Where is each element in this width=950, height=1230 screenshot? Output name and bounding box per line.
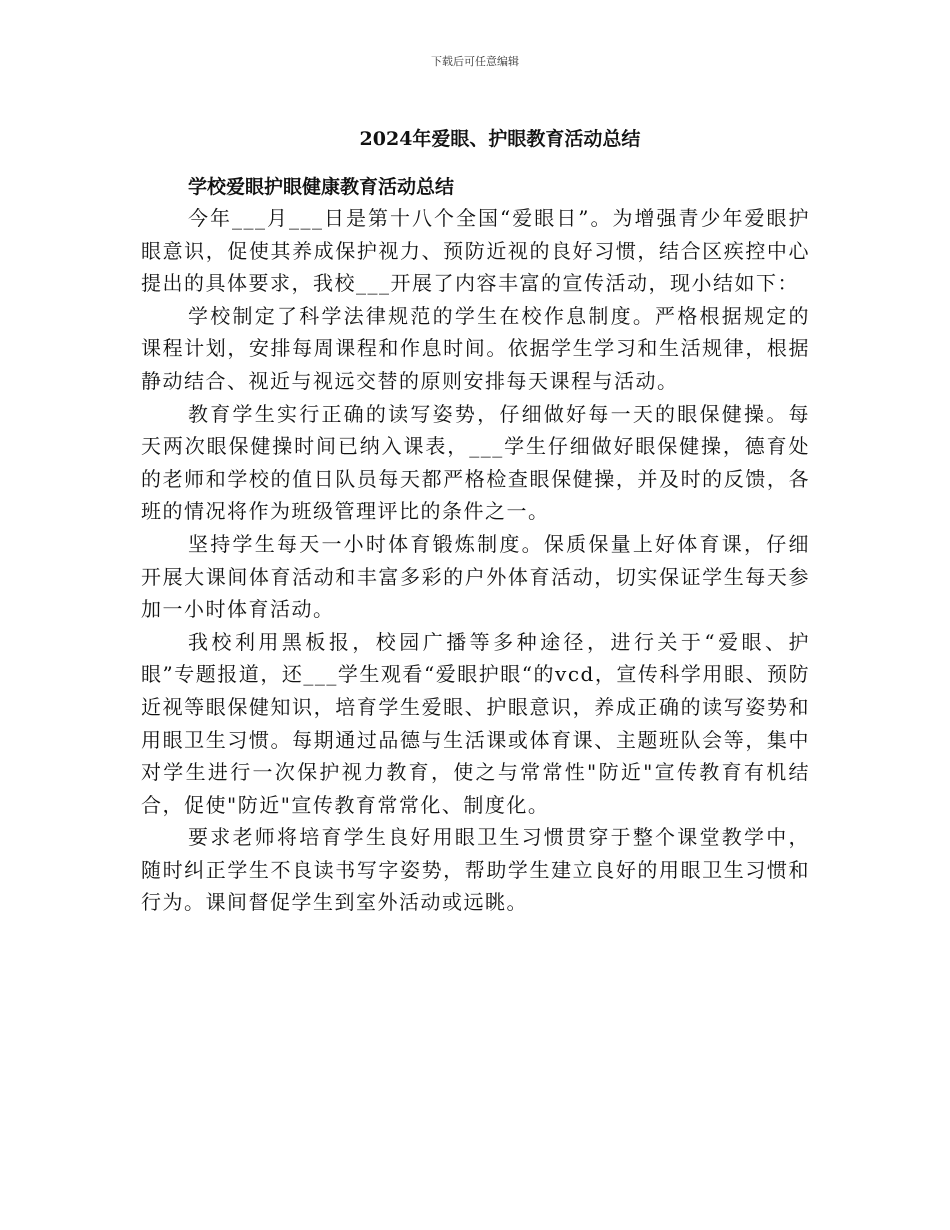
paragraph-publicity: 我校利用黑板报，校园广播等多种途径，进行关于“爱眼、护眼”专题报道，还___学生观看“爱眼护眼“的vcd，宣传科学用眼、预防近视等眼保健知识，培育学生爱眼、护眼意识，养成正确的读写姿势和用眼卫生习惯。每期通过品德与生活课或体育课、主题班队会等，集中对学生进行一次保护视力教育，使之与常常性"防近"宣传教育有机结合，促使"防近"宣传教育常常化、制度化。 xyxy=(141,629,810,817)
document-body xyxy=(141,172,810,919)
header-note: 下载后可任意编辑 xyxy=(431,55,519,68)
document-title: 2024年爱眼、护眼教育活动总结 xyxy=(359,128,641,150)
paragraph-physical-activity: 坚持学生每天一小时体育锻炼制度。保质保量上好体育课，仔细开展大课间体育活动和丰富多彩的户外体育活动，切实保证学生每天参加一小时体育活动。 xyxy=(141,531,810,622)
section-subtitle: 学校爱眼护眼健康教育活动总结 xyxy=(188,176,455,198)
paragraph-schedule: 学校制定了科学法律规范的学生在校作息制度。严格根据规定的课程计划，安排每周课程和作息时间。依据学生学习和生活规律，根据静动结合、视近与视远交替的原则安排每天课程与活动。 xyxy=(141,303,810,393)
paragraph-teacher-requirements: 要求老师将培育学生良好用眼卫生习惯贯穿于整个课堂教学中，随时纠正学生不良读书写字姿势，帮助学生建立良好的用眼卫生习惯和行为。课间督促学生到室外活动或远眺。 xyxy=(141,825,810,915)
paragraph-eye-exercise: 教育学生实行正确的读写姿势，仔细做好每一天的眼保健操。每天两次眼保健操时间已纳入课表，___学生仔细做好眼保健操，德育处的老师和学校的值日队员每天都严格检查眼保健操，并及时的反馈，各班的情况将作为班级管理评比的条件之一。 xyxy=(141,401,810,524)
paragraph-intro: 今年___月___日是第十八个全国“爱眼日”。为增强青少年爱眼护眼意识，促使其养成保护视力、预防近视的良好习惯，结合区疾控中心提出的具体要求，我校___开展了内容丰富的宣传活动，现小结如下： xyxy=(141,206,810,296)
